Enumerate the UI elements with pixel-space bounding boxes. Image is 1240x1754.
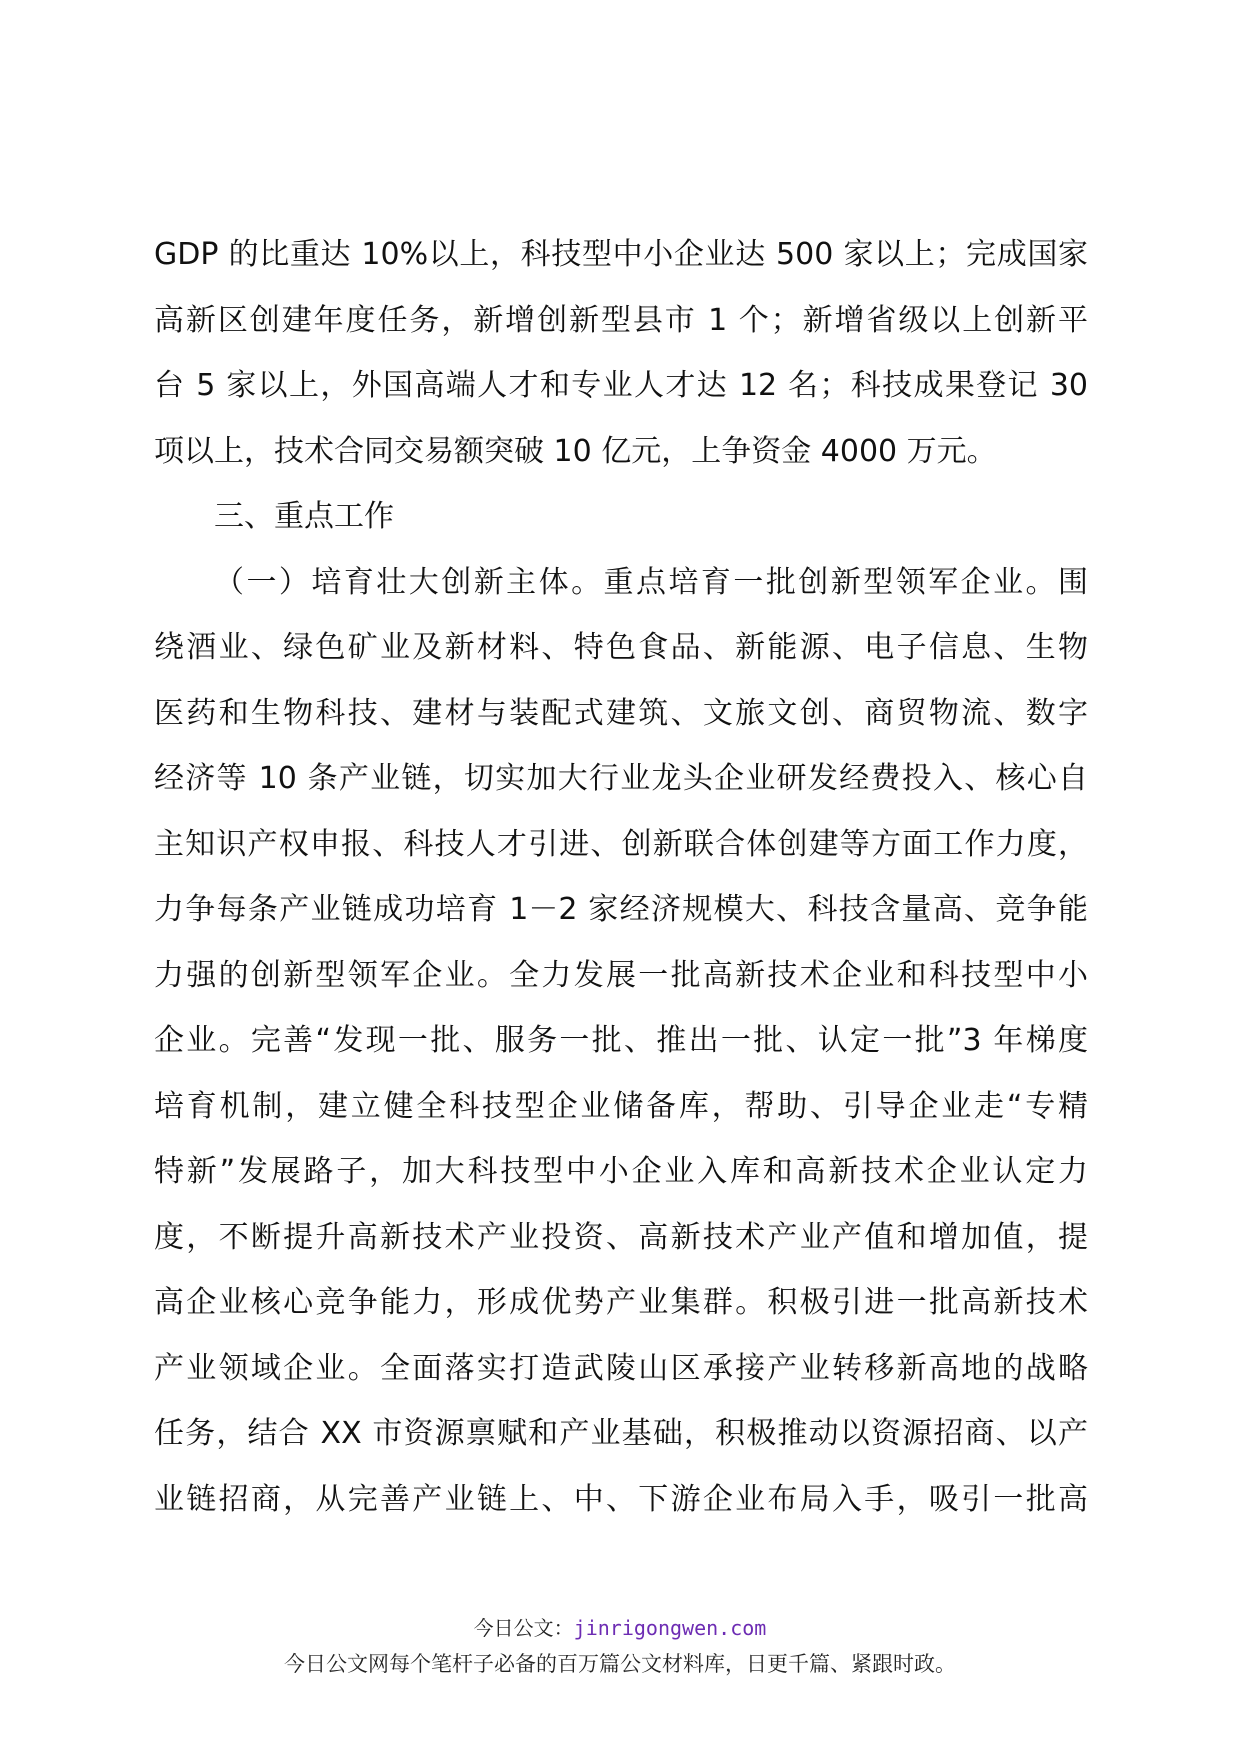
body-line: 培育机制，建立健全科技型企业储备库，帮助、引导企业走“专精 [154,1088,1088,1124]
document-body [154,222,1088,1532]
body-line: 台 5 家以上，外国高端人才和专业人才达 12 名；科技成果登记 30 [154,368,1088,403]
body-line: 业链招商，从完善产业链上、中、下游企业布局入手，吸引一批高 [154,1481,1088,1517]
body-line: 高新区创建年度任务，新增创新型县市 1 个；新增省级以上创新平 [154,302,1088,338]
body-line: （一）培育壮大创新主体。重点培育一批创新型领军企业。围 [214,564,1088,600]
body-line: GDP 的比重达 10%以上，科技型中小企业达 500 家以上；完成国家 [154,237,1088,272]
body-line: 力争每条产业链成功培育 1－2 家经济规模大、科技含量高、竞争能 [154,892,1088,927]
body-line: 绕酒业、绿色矿业及新材料、特色食品、新能源、电子信息、生物 [154,630,1088,665]
footer-site-label: 今日公文： [473,1616,574,1640]
body-line: 产业领域企业。全面落实打造武陵山区承接产业转移新高地的战略 [154,1350,1088,1386]
body-line: 特新”发展路子，加大科技型中小企业入库和高新技术企业认定力 [154,1154,1088,1189]
body-line: 力强的创新型领军企业。全力发展一批高新技术企业和科技型中小 [154,957,1088,993]
body-line: 经济等 10 条产业链，切实加大行业龙头企业研发经费投入、核心自 [154,761,1088,796]
section-heading: 三、重点工作 [214,499,394,534]
body-line: 企业。完善“发现一批、服务一批、推出一批、认定一批”3 年梯度 [154,1023,1088,1058]
body-line: 项以上，技术合同交易额突破 10 亿元，上争资金 4000 万元。 [154,433,997,469]
body-line: 度，不断提升高新技术产业投资、高新技术产业产值和增加值，提 [154,1219,1088,1255]
footer-tagline: 今日公文网每个笔杆子必备的百万篇公文材料库，日更千篇、紧跟时政。 [284,1652,956,1676]
footer-site-link[interactable]: jinrigongwen.com [573,1616,767,1640]
body-line: 医药和生物科技、建材与装配式建筑、文旅文创、商贸物流、数字 [154,695,1088,731]
body-line: 任务，结合 XX 市资源禀赋和产业基础，积极推动以资源招商、以产 [154,1416,1088,1451]
body-line: 高企业核心竞争能力，形成优势产业集群。积极引进一批高新技术 [154,1285,1088,1320]
body-line: 主知识产权申报、科技人才引进、创新联合体创建等方面工作力度， [154,826,1088,862]
footer-site [0,1612,1240,1641]
